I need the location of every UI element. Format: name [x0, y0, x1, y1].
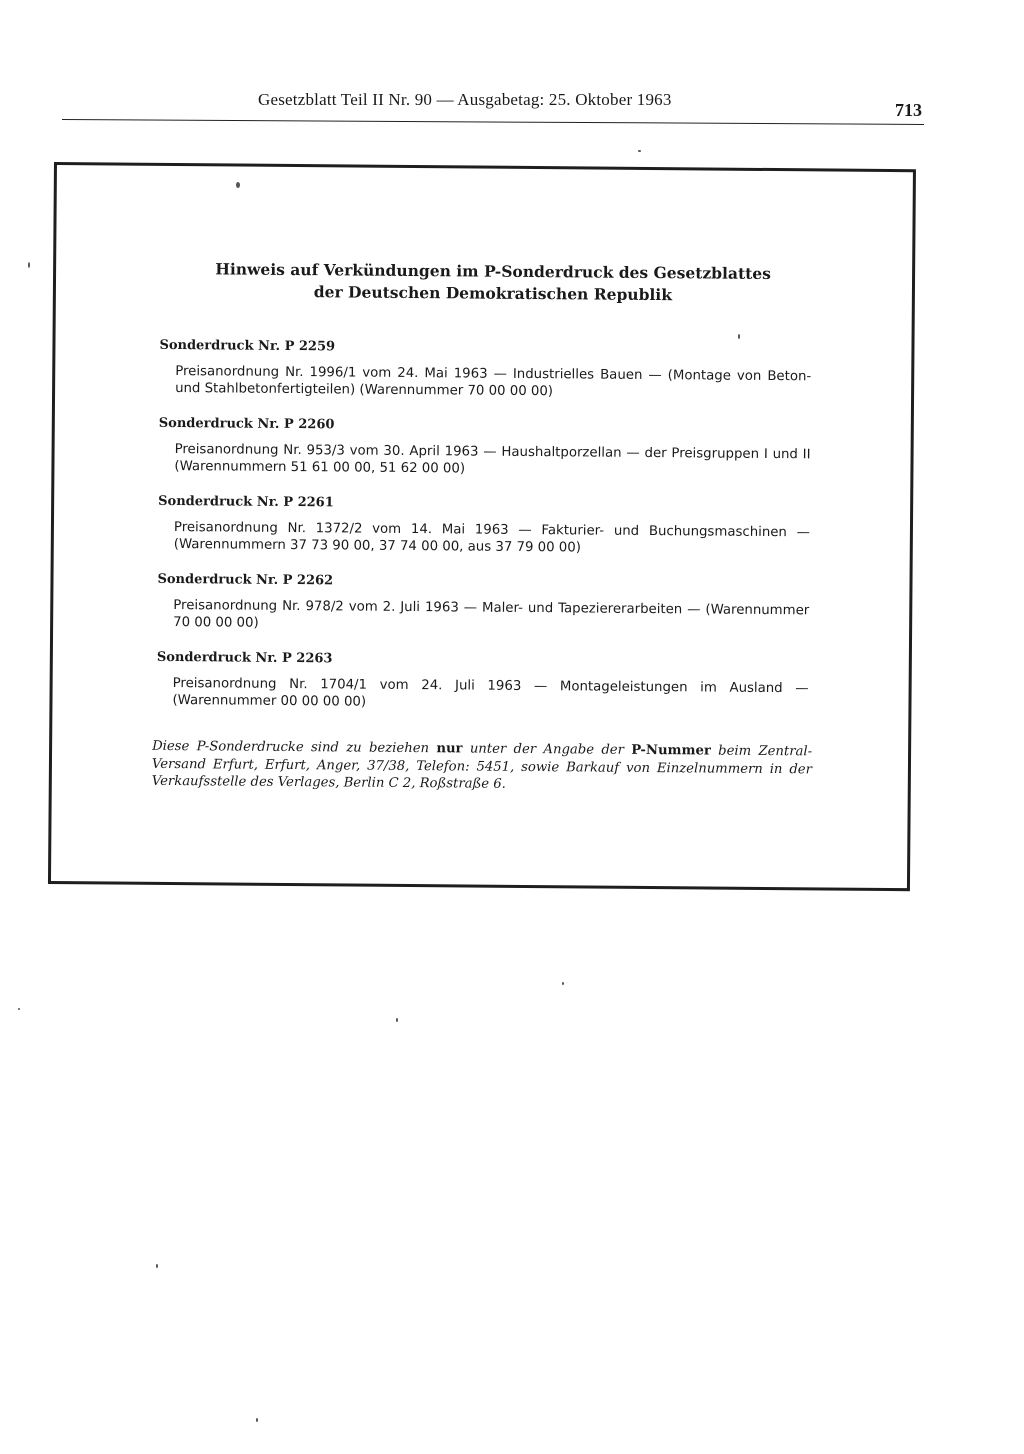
footnote-emphasis-1: nur — [436, 741, 463, 757]
footnote-emphasis-2: P-Nummer — [631, 742, 711, 759]
footnote-text-2: unter der Angabe der — [469, 741, 624, 758]
entry-p2259 — [159, 338, 811, 402]
notice-title — [56, 257, 912, 308]
entry-text: Preisanordnung Nr. 978/2 vom 2. Juli 1963 — Maler- und Tapeziererarbeiten — (Warennummer 70 00 00 00) — [173, 598, 810, 631]
scan-speck — [256, 1418, 258, 1422]
entry-heading: Sonderdruck Nr. P 2262 — [157, 571, 334, 589]
scan-speck — [18, 1008, 20, 1010]
entry-heading: Sonderdruck Nr. P 2261 — [158, 493, 334, 511]
scan-speck — [156, 1264, 158, 1268]
entry-list — [156, 338, 811, 733]
notice-title-line-2: der Deutschen Demokratischen Republik — [313, 282, 673, 305]
scan-speck — [738, 334, 740, 339]
footnote-text-1: Diese P-Sonderdrucke sind zu beziehen — [152, 738, 430, 757]
entry-text: Preisanordnung Nr. 1704/1 vom 24. Juli 1963 — Montageleistungen im Ausland — (Warennummer 00 00 00 00) — [172, 676, 809, 710]
entry-heading: Sonderdruck Nr. P 2260 — [158, 415, 335, 433]
entry-text: Preisanordnung Nr. 1372/2 vom 14. Mai 1963 — Fakturier- und Buchungsmaschinen — (Warennummern 37 73 90 00, 37 74 00 00, aus 37 79 00 00) — [173, 520, 810, 556]
scan-speck — [638, 150, 641, 152]
entry-p2263 — [156, 650, 808, 714]
scan-speck — [28, 262, 30, 268]
scan-speck — [236, 182, 240, 188]
entry-p2260 — [158, 416, 810, 480]
page-number: 713 — [895, 100, 922, 120]
entry-text: Preisanordnung Nr. 953/3 vom 30. April 1963 — Haushaltporzellan — der Preisgruppen I und II (Warennummern 51 61 00 00, 51 62 00 00) — [174, 442, 811, 477]
running-header: Gesetzblatt Teil II Nr. 90 — Ausgabetag: 25. Oktober 1963 — [258, 90, 672, 109]
entry-p2262 — [157, 572, 809, 636]
ordering-footnote — [152, 738, 812, 796]
entry-heading: Sonderdruck Nr. P 2259 — [159, 337, 336, 355]
notice-box — [48, 162, 916, 891]
footnote-text-3: beim Zentral-Versand Erfurt, Erfurt, Anger, 37/38, Telefon: 5451, sowie Barkauf von Einzelnummern in der Verkaufsstelle des Verlages, Berlin C 2, Roßstraße 6. — [151, 743, 813, 792]
scan-speck — [562, 982, 564, 985]
entry-heading: Sonderdruck Nr. P 2263 — [156, 649, 333, 667]
notice-title-line-1: Hinweis auf Verkündungen im P-Sonderdruck des Gesetzblattes — [215, 259, 771, 284]
entry-text: Preisanordnung Nr. 1996/1 vom 24. Mai 1963 — Industrielles Bauen — (Montage von Beton- und Stahlbetonfertigteilen) (Warennummer 70 00 00 00) — [175, 364, 812, 400]
scan-speck — [396, 1018, 398, 1022]
entry-p2261 — [158, 494, 810, 558]
header-rule — [62, 119, 924, 125]
